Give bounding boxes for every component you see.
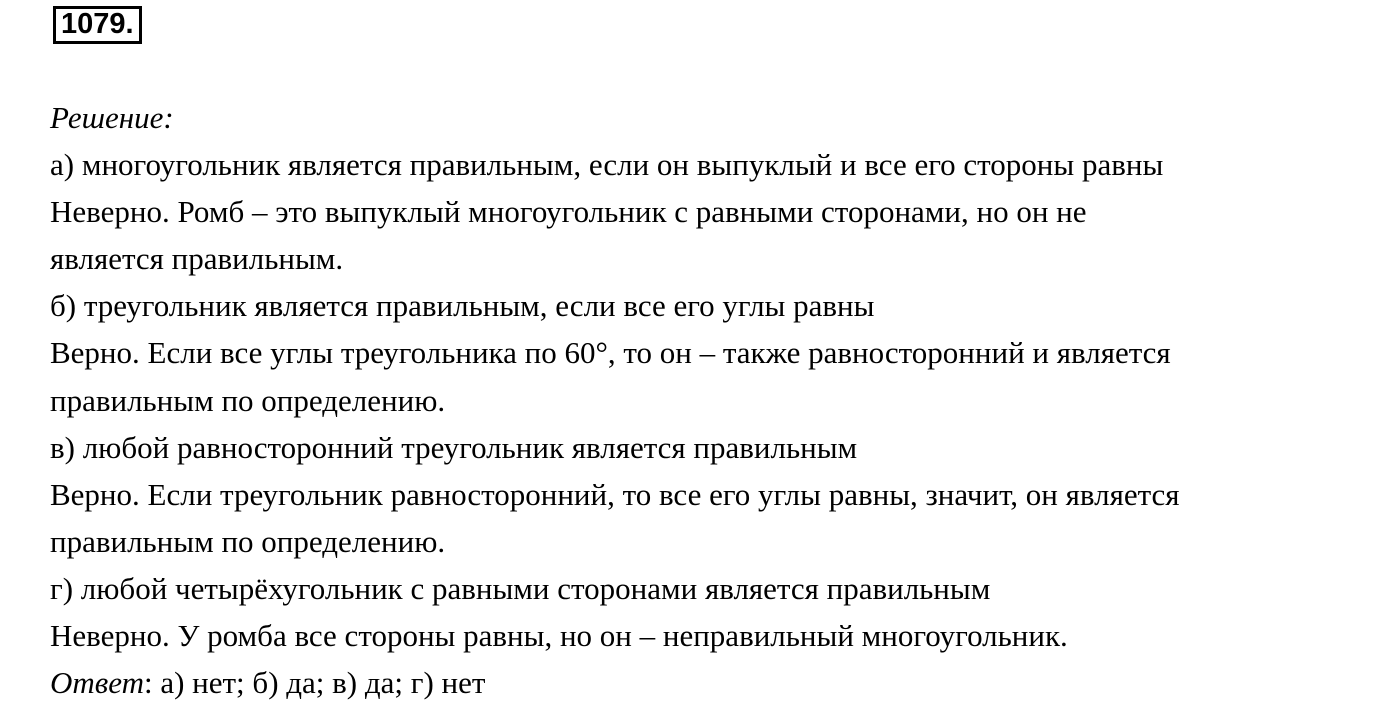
answer-text: : а) нет; б) да; в) да; г) нет — [143, 665, 486, 701]
solution-line-b-statement: б) треугольник является правильным, если все его углы равны — [50, 288, 875, 324]
answer-line — [50, 659, 1380, 706]
solution-line-v-statement: в) любой равносторонний треугольник является правильным — [50, 429, 858, 465]
solution-line-b-answer-2: правильным по определению. — [50, 382, 446, 418]
solution-line-b-answer-1: Верно. Если все углы треугольника по 60°, то он – также равносторонний и является — [50, 335, 1171, 371]
solution-line-v-answer-1: Верно. Если треугольник равносторонний, то все его углы равны, значит, он является — [50, 476, 1180, 512]
solution-line-a-answer-2: является правильным. — [50, 241, 344, 277]
answer-label: Ответ — [50, 665, 144, 701]
solution-line-a-answer-1: Неверно. Ромб – это выпуклый многоугольник с равными сторонами, но он не — [50, 194, 1087, 230]
solution-line-g-statement: г) любой четырёхугольник с равными сторонами является правильным — [50, 570, 991, 606]
solution-line-v-answer-2: правильным по определению. — [50, 523, 446, 559]
problem-number-box: 1079. — [53, 6, 142, 44]
solution-line-a-statement: а) многоугольник является правильным, если он выпуклый и все его стороны равны — [50, 147, 1164, 183]
solution-text — [50, 94, 1380, 706]
solution-line-g-answer: Неверно. У ромба все стороны равны, но он – неправильный многоугольник. — [50, 618, 1068, 654]
solution-heading: Решение: — [50, 100, 174, 135]
